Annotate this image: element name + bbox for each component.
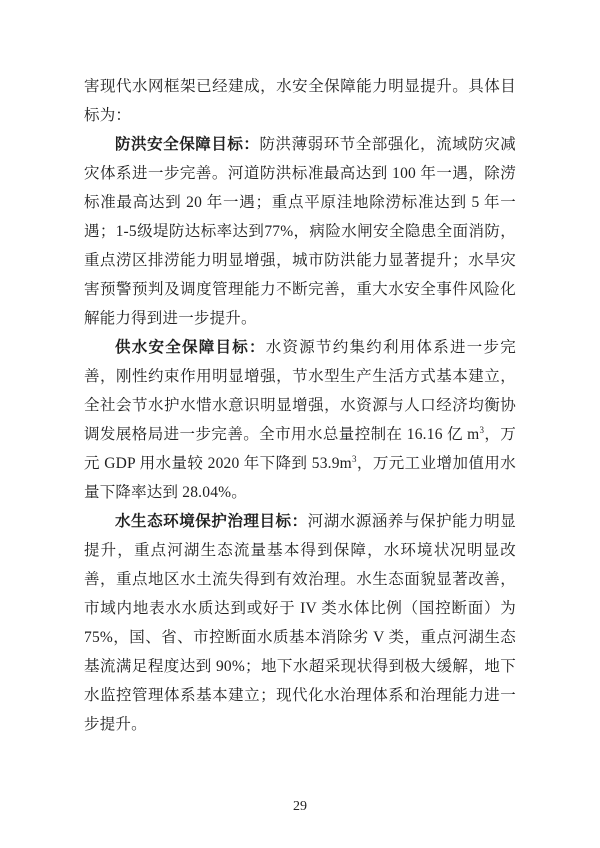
paragraph-text: 河湖水源涵养与保护能力明显提升，重点河湖生态流量基本得到保障，水环境状况明显改善，重点地区水土流失得到有效治理。水生态面貌显著改善，市域内地表水水质达到或好于 IV 类水体比例（国控断面）为 75%，国、省、市控断面水质基本消除劣 V 类，重点河湖生态基流满足程度达到 90%；地下水超采现状得到极大缓解，地下水监控管理体系基本建立；现代化水治理体系和治理能力进一步提升。	[84, 513, 516, 733]
document-body	[84, 72, 516, 739]
paragraph-text: ，万元 GDP 用水量较 2020 年下降到 53.9m	[84, 426, 517, 472]
paragraph	[84, 130, 516, 333]
superscript: 3	[479, 424, 485, 435]
paragraph	[84, 72, 516, 130]
paragraph-text: 水资源节约集约利用体系进一步完善，刚性约束作用明显增强，节水型生产生活方式基本建立，全社会节水护水惜水意识明显增强，水资源与人口经济均衡协调发展格局进一步完善。全市用水总量控制在 16.16 亿 m	[84, 339, 516, 443]
paragraph-heading: 供水安全保障目标：	[115, 339, 266, 356]
paragraph-text: 害现代水网框架已经建成，水安全保障能力明显提升。具体目标为：	[84, 78, 516, 124]
paragraph	[84, 507, 516, 739]
page-number: 29	[293, 799, 307, 814]
paragraph	[84, 333, 516, 507]
paragraph-text: 防洪薄弱环节全部强化，流域防灾减灾体系进一步完善。河道防洪标准最高达到 100 年一遇，除涝标准最高达到 20 年一遇；重点平原洼地除涝标准达到 5 年一遇；1-5级堤防达标率达到77%，病险水闸安全隐患全面消防，重点涝区排涝能力明显增强，城市防洪能力显著提升；水旱灾害预警预判及调度管理能力不断完善，重大水安全事件风险化解能力得到进一步提升。	[84, 136, 516, 327]
superscript: 3	[351, 453, 357, 464]
paragraph-text: ，万元工业增加值用水量下降率达到 28.04%。	[84, 455, 516, 501]
paragraph-heading: 水生态环境保护治理目标：	[115, 513, 308, 530]
paragraph-heading: 防洪安全保障目标：	[115, 136, 260, 153]
